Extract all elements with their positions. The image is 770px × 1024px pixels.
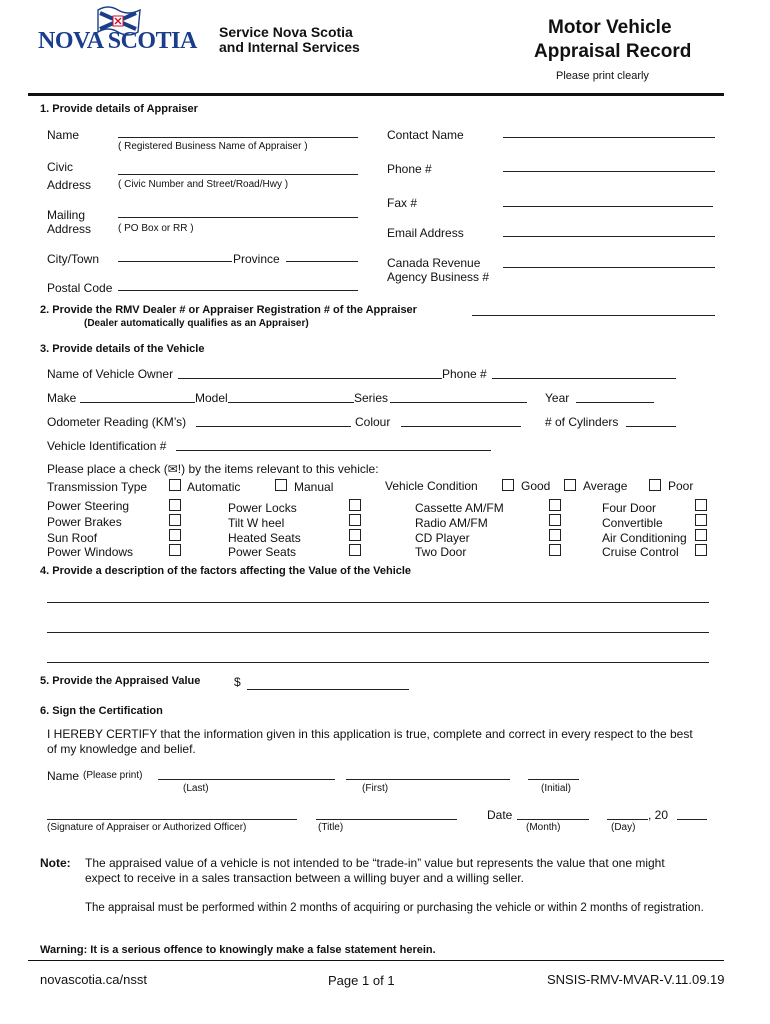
contact-name-label: Contact Name xyxy=(387,128,464,142)
day-caption: (Day) xyxy=(611,822,636,833)
fax-label: Fax # xyxy=(387,196,418,210)
certification-line-2: of my knowledge and belief. xyxy=(47,742,196,756)
option-heated-seats: Heated Seats xyxy=(228,531,301,545)
good-checkbox[interactable] xyxy=(502,479,514,491)
last-caption: (Last) xyxy=(183,783,209,794)
vin-label: Vehicle Identification # xyxy=(47,439,167,453)
org-line-2: and Internal Services xyxy=(219,39,360,55)
dollar-sign: $ xyxy=(234,675,241,689)
year-field[interactable] xyxy=(576,388,654,403)
air-conditioning-checkbox[interactable] xyxy=(695,529,707,541)
transmission-label: Transmission Type xyxy=(47,480,148,494)
please-print-label: (Please print) xyxy=(83,770,143,781)
option-cruise-control: Cruise Control xyxy=(602,545,679,559)
cert-name-label: Name xyxy=(47,769,80,783)
last-name-field[interactable] xyxy=(158,765,335,780)
of-label: of xyxy=(372,973,384,988)
option-power-seats: Power Seats xyxy=(228,545,297,559)
convertible-checkbox[interactable] xyxy=(695,514,707,526)
title-caption: (Title) xyxy=(318,822,344,833)
poor-label: Poor xyxy=(668,479,694,493)
postal-code-field[interactable] xyxy=(118,276,358,291)
civic-address-field[interactable] xyxy=(118,160,358,175)
sign-year-field[interactable] xyxy=(677,805,707,820)
postal-label: Postal Code xyxy=(47,281,113,295)
month-field[interactable] xyxy=(517,805,589,820)
print-note: Please print clearly xyxy=(556,70,649,82)
colour-label: Colour xyxy=(355,415,391,429)
section-5-heading: 5. Provide the Appraised Value xyxy=(40,675,201,687)
cra-business-number-field[interactable] xyxy=(503,253,715,268)
section-1-heading: 1. Provide details of Appraiser xyxy=(40,103,198,115)
appraiser-phone-field[interactable] xyxy=(503,157,715,172)
contact-name-field[interactable] xyxy=(503,123,715,138)
signature-caption: (Signature of Appraiser or Authorized Officer) xyxy=(47,822,247,833)
first-caption: (First) xyxy=(362,783,389,794)
option-power-locks: Power Locks xyxy=(228,501,297,515)
month-caption: (Month) xyxy=(526,822,561,833)
power-brakes-checkbox[interactable] xyxy=(169,514,181,526)
email-field[interactable] xyxy=(503,222,715,237)
initial-field[interactable] xyxy=(528,765,579,780)
mailing-address-field[interactable] xyxy=(118,203,358,218)
page-total: 1 xyxy=(387,973,395,988)
owner-name-field[interactable] xyxy=(178,364,442,379)
two-door-checkbox[interactable] xyxy=(549,544,561,556)
page-label: Page xyxy=(328,973,359,988)
note-line-1: The appraised value of a vehicle is not intended to be “trade-in” value but represents the value that one might xyxy=(85,856,665,870)
page-number: 1 xyxy=(362,973,370,988)
option-cd-player: CD Player xyxy=(415,531,470,545)
cylinders-field[interactable] xyxy=(626,412,676,427)
four-door-checkbox[interactable] xyxy=(695,499,707,511)
cassette-checkbox[interactable] xyxy=(549,499,561,511)
cd-player-checkbox[interactable] xyxy=(549,529,561,541)
form-title-line-2: Appraisal Record xyxy=(534,41,692,62)
org-line-1: Service Nova Scotia xyxy=(219,24,353,40)
first-name-field[interactable] xyxy=(346,765,510,780)
series-field[interactable] xyxy=(390,388,527,403)
phone-label: Phone # xyxy=(387,162,432,176)
average-label: Average xyxy=(583,479,628,493)
owner-label: Name of Vehicle Owner xyxy=(47,367,174,381)
note-line-3: The appraisal must be performed within 2 months of acquiring or purchasing the vehicle or within 2 months of registration. xyxy=(85,902,704,914)
section-6-heading: 6. Sign the Certification xyxy=(40,705,163,717)
logo xyxy=(38,4,213,56)
dealer-registration-field[interactable] xyxy=(472,301,715,316)
power-windows-checkbox[interactable] xyxy=(169,544,181,556)
option-four-door: Four Door xyxy=(602,501,657,515)
year-20-label: , 20 xyxy=(648,808,669,822)
date-label: Date xyxy=(487,808,513,822)
section-3-heading: 3. Provide details of the Vehicle xyxy=(40,343,205,355)
cylinders-label: # of Cylinders xyxy=(545,415,619,429)
automatic-checkbox[interactable] xyxy=(169,479,181,491)
owner-phone-field[interactable] xyxy=(492,364,676,379)
option-power-brakes: Power Brakes xyxy=(47,515,122,529)
title-field[interactable] xyxy=(316,805,457,820)
poor-checkbox[interactable] xyxy=(649,479,661,491)
tilt-wheel-checkbox[interactable] xyxy=(349,514,361,526)
option-air-conditioning: Air Conditioning xyxy=(602,531,687,545)
page-indicator xyxy=(328,973,395,988)
description-line-3[interactable] xyxy=(47,648,709,663)
mailing-label: Mailing xyxy=(47,208,86,222)
section-2-note: (Dealer automatically qualifies as an Appraiser) xyxy=(84,318,309,329)
city-label: City/Town xyxy=(47,252,100,266)
section-2-heading: 2. Provide the RMV Dealer # or Appraiser Registration # of the Appraiser xyxy=(40,304,417,316)
province-field[interactable] xyxy=(286,247,358,262)
year-label: Year xyxy=(545,391,570,405)
model-field[interactable] xyxy=(228,388,354,403)
series-label: Series xyxy=(354,391,389,405)
warning-text: Warning: It is a serious offence to knowingly make a false statement herein. xyxy=(40,944,436,956)
model-label: Model xyxy=(195,391,228,405)
vin-field[interactable] xyxy=(176,436,491,451)
option-radio: Radio AM/FM xyxy=(415,516,488,530)
city-field[interactable] xyxy=(118,247,232,262)
make-field[interactable] xyxy=(80,388,195,403)
cra-label-1: Canada Revenue xyxy=(387,256,481,270)
automatic-label: Automatic xyxy=(187,480,241,494)
make-label: Make xyxy=(47,391,77,405)
average-checkbox[interactable] xyxy=(564,479,576,491)
note-line-2: expect to receive in a sales transaction between a willing buyer and a willing seller. xyxy=(85,871,524,885)
civic-label: Civic xyxy=(47,160,73,174)
name-hint: ( Registered Business Name of Appraiser ) xyxy=(118,141,308,152)
good-label: Good xyxy=(521,479,551,493)
owner-phone-label: Phone # xyxy=(442,367,487,381)
header-rule xyxy=(28,93,724,96)
email-label: Email Address xyxy=(387,226,464,240)
signature-field[interactable] xyxy=(47,805,297,820)
initial-caption: (Initial) xyxy=(541,783,572,794)
footer-rule xyxy=(28,960,724,961)
check-instructions: Please place a check (✉!) by the items relevant to this vehicle: xyxy=(47,462,379,476)
radio-checkbox[interactable] xyxy=(549,514,561,526)
appraiser-name-field[interactable] xyxy=(118,123,358,138)
civic-address-label: Address xyxy=(47,178,92,192)
option-power-steering: Power Steering xyxy=(47,499,130,513)
option-two-door: Two Door xyxy=(415,545,467,559)
cruise-control-checkbox[interactable] xyxy=(695,544,707,556)
footer-url: novascotia.ca/nsst xyxy=(40,972,147,987)
manual-checkbox[interactable] xyxy=(275,479,287,491)
power-seats-checkbox[interactable] xyxy=(349,544,361,556)
description-line-2[interactable] xyxy=(47,618,709,633)
form-code: SNSIS-RMV-MVAR-V.11.09.19 xyxy=(547,972,725,987)
note-label: Note: xyxy=(40,856,71,870)
logo-wordmark: NOVA SCOTIA xyxy=(38,28,197,54)
appraised-value-field[interactable] xyxy=(247,675,409,690)
cra-label-2: Agency Business # xyxy=(387,270,490,284)
odometer-field[interactable] xyxy=(196,412,351,427)
colour-field[interactable] xyxy=(401,412,521,427)
civic-hint: ( Civic Number and Street/Road/Hwy ) xyxy=(118,179,289,190)
option-cassette: Cassette AM/FM xyxy=(415,501,504,515)
manual-label: Manual xyxy=(294,480,334,494)
certification-line-1: I HEREBY CERTIFY that the information given in this application is true, complete and correct in every respect to the best xyxy=(47,727,693,741)
section-4-heading: 4. Provide a description of the factors affecting the Value of the Vehicle xyxy=(40,565,412,577)
option-tilt-wheel: Tilt W heel xyxy=(228,516,285,530)
province-label: Province xyxy=(233,252,280,266)
heated-seats-checkbox[interactable] xyxy=(349,529,361,541)
power-steering-checkbox[interactable] xyxy=(169,499,181,511)
option-convertible: Convertible xyxy=(602,516,663,530)
condition-label: Vehicle Condition xyxy=(385,479,478,493)
sun-roof-checkbox[interactable] xyxy=(169,529,181,541)
mailing-address-label: Address xyxy=(47,222,92,236)
description-line-1[interactable] xyxy=(47,588,709,603)
po-hint: ( PO Box or RR ) xyxy=(118,223,194,234)
option-sun-roof: Sun Roof xyxy=(47,531,98,545)
fax-field[interactable] xyxy=(503,192,713,207)
form-title-line-1: Motor Vehicle xyxy=(548,17,672,38)
option-power-windows: Power Windows xyxy=(47,545,134,559)
day-field[interactable] xyxy=(607,805,648,820)
name-label: Name xyxy=(47,128,80,142)
odometer-label: Odometer Reading (KM’s) xyxy=(47,415,187,429)
power-locks-checkbox[interactable] xyxy=(349,499,361,511)
